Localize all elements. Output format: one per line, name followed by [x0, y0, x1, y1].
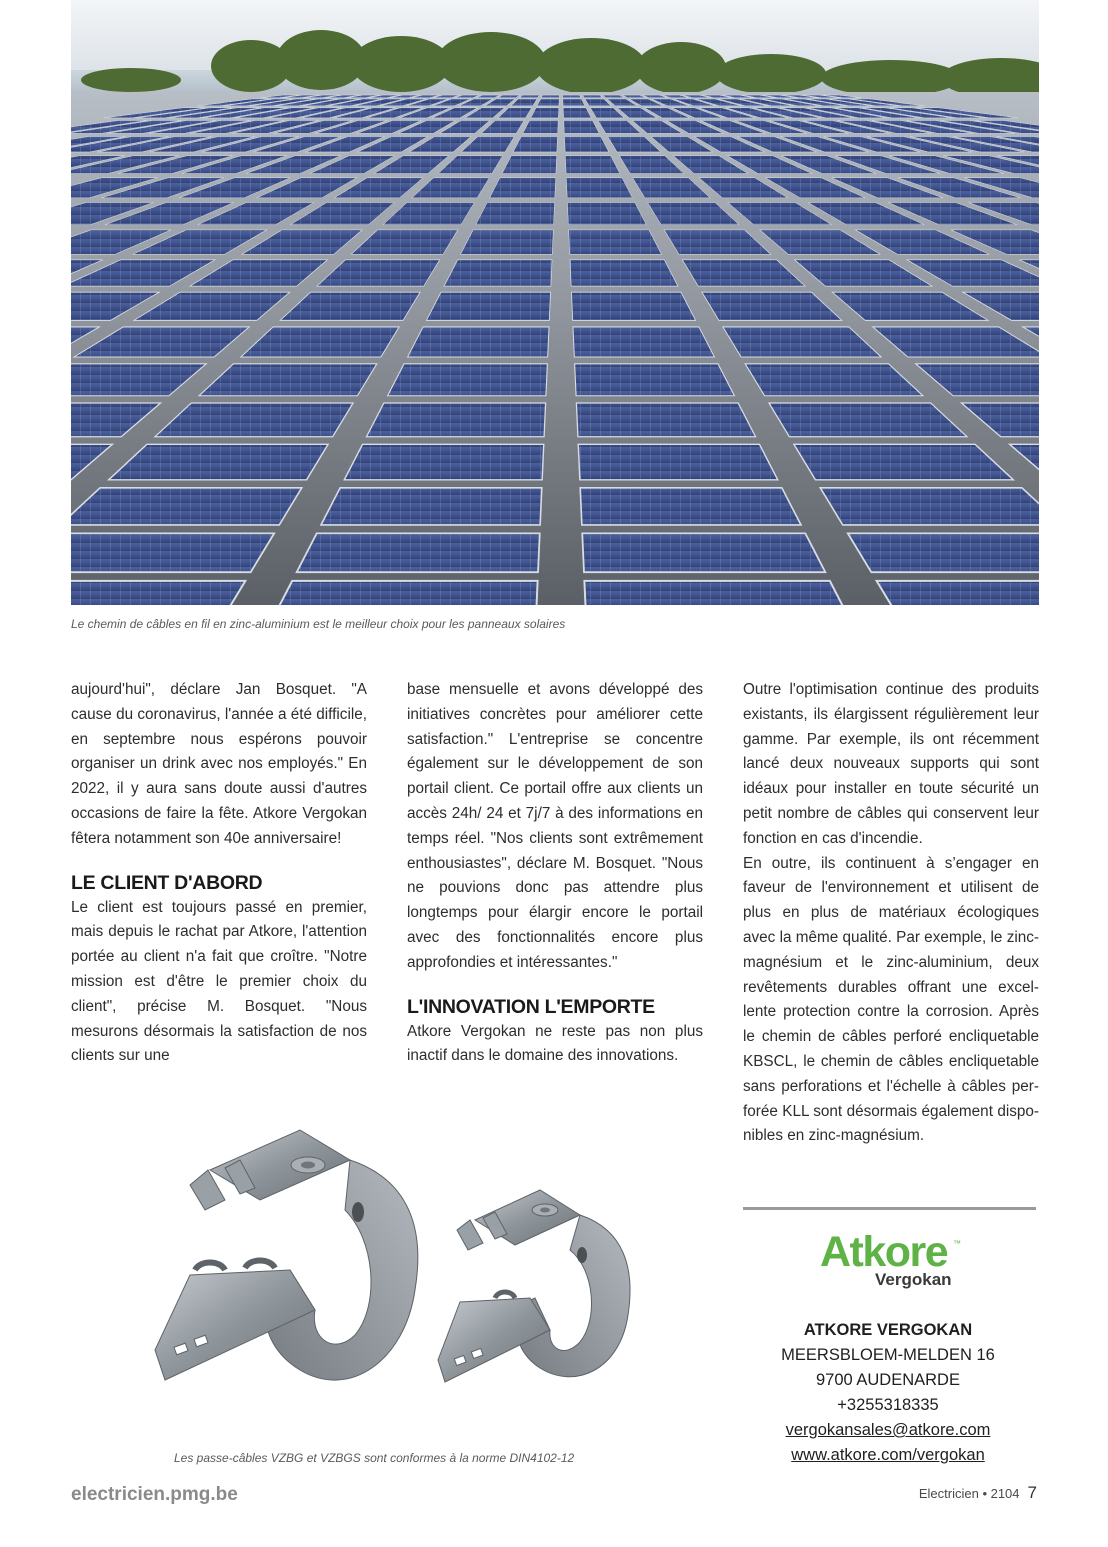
solar-panel [848, 533, 1039, 572]
solar-panel [563, 95, 581, 98]
article-column-2 [407, 678, 703, 1069]
solar-panel [321, 488, 542, 525]
solar-panel [366, 403, 545, 437]
solar-panel [388, 364, 548, 396]
solar-panel [563, 108, 591, 118]
solar-panel [576, 403, 755, 437]
company-phone: +3255318335 [837, 1396, 939, 1414]
logo-subtitle: Vergokan [875, 1270, 952, 1289]
section-heading: L'INNOVATION L'EMPORTE [407, 995, 655, 1018]
solar-panel [513, 137, 557, 152]
solar-panel [297, 533, 540, 572]
solar-panel [531, 108, 559, 118]
company-website-link[interactable]: www.atkore.com/vergokan [791, 1446, 985, 1464]
solar-panel [520, 95, 540, 98]
paragraph: base mensuelle et avons développé des initiatives concrètes pour améliorer cette satisfaction." L'entreprise se concentre également sur le développement de son portail client. Ce portail offre aux clients un accès 24h/ 24 et 7j/7 à des informations en temps réel. "Nos clients sont extrêmement enthousiastes", déclare M. Bosquet. "Nous ne pouvions donc pas attendre plus longtemps pour élargir encore le portail avec des fonctionnalités encore plus approfondies et intéressantes." [407, 681, 703, 971]
article-column-1 [71, 678, 367, 1069]
article-column-3 [743, 678, 1039, 1149]
solar-panel [490, 178, 556, 198]
product-caption: Les passe-câbles VZBG et VZBGS sont conformes à la norme DIN4102-12 [174, 1451, 575, 1465]
solar-panel [794, 444, 1013, 479]
small-clamp [438, 1190, 630, 1382]
solar-panel [573, 327, 714, 357]
footer-site-url[interactable]: electricien.pmg.be [71, 1484, 238, 1505]
solar-panel [877, 581, 1039, 605]
solar-panel [71, 581, 245, 605]
cable-clamp-illustration [150, 1120, 650, 1440]
atkore-vergokan-logo [820, 1230, 970, 1292]
solar-panel [580, 488, 801, 525]
solar-roof-illustration [71, 0, 1039, 605]
company-email-link[interactable]: vergokansales@atkore.com [785, 1421, 991, 1439]
solar-panel [567, 203, 646, 225]
company-name: ATKORE VERGOKAN [803, 1321, 973, 1339]
solar-panel [71, 533, 274, 572]
company-street: MEERSBLOEM-MELDEN 16 [781, 1346, 995, 1364]
solar-panel [582, 533, 825, 572]
divider-line [743, 1207, 1036, 1210]
company-city: 9700 AUDENARDE [816, 1371, 960, 1389]
company-contact [760, 1318, 1016, 1468]
solar-panel [344, 444, 543, 479]
solar-panel [563, 99, 585, 106]
paragraph: aujourd'hui", déclare Jan Bosquet. "A cause du coronavirus, l'année a été difficile, en septembre nous espérons pouvoir organiser un drink avec nos employés." En 2022, il y aura sans doute aussi d'autres occasions de faire la fête. Atkore Vergokan fêtera notamment son 40e anniversaire! [71, 681, 368, 847]
solar-panel [569, 230, 662, 254]
solar-panel [583, 95, 603, 98]
solar-panel [109, 444, 328, 479]
page-number: 7 [1027, 1483, 1037, 1502]
solar-panel [571, 292, 695, 320]
solar-panel [271, 581, 537, 605]
solar-panel [578, 444, 777, 479]
cable-clamps-photo [150, 1120, 650, 1440]
solar-panel [502, 156, 557, 174]
paragraph: En outre, ils continuent à s’engager en faveur de l'environnement et utilisent de plus en plus de matériaux écologiques avec la même qualité. Par exemple, le zinc-magnésium et le zinc-aluminium, deux revêtements durables offrant une excellente protection contre la corrosion. Après le chemin de câbles perforé encliquetable KBSCL, le chemin de câbles encliquetable sans perforations et l'échelle à câbles perforée KLL sont désormais également disponibles en zinc-magnésium. [743, 854, 1039, 1145]
solar-panel [584, 581, 850, 605]
solar-panel [570, 260, 678, 286]
large-clamp [155, 1130, 418, 1380]
solar-panel [426, 292, 550, 320]
solar-panel [566, 178, 632, 198]
solar-panel [461, 230, 554, 254]
photo-caption: Le chemin de câbles en fil en zinc-aluminium est le meilleur choix pour les panneaux solaires [71, 617, 566, 631]
solar-panel [575, 364, 735, 396]
solar-panel [408, 327, 549, 357]
logo-wordmark: Atkore [820, 1228, 948, 1276]
section-heading: LE CLIENT D'ABORD [71, 871, 263, 894]
solar-panel [476, 203, 555, 225]
paragraph: Outre l'optimisation continue des produits existants, ils élargissent régulièrement leur gamme. Par exemple, ils ont récemment lancé deux nouveaux supports qui sont idéaux pour installer en toute sécurité un petit nombre de câbles qui conservent leur fonction en cas d'incendie. [743, 681, 1039, 847]
solar-panels-photo [71, 0, 1039, 605]
paragraph: Le client est toujours passé en premier, mais depuis le rachat par Atkore, l'attention portée au client n'a fait que croître. "Notre mission est d'être le premier choix du client", précise M. Bosquet. "Nous mesurons désormais la satisfaction de nos clients sur une [71, 898, 367, 1065]
solar-panel [444, 260, 552, 286]
trademark-symbol: ™ [953, 1239, 961, 1248]
solar-panel [565, 156, 620, 174]
issue-label: Electricien • 2104 [918, 1486, 1020, 1501]
paragraph: Atkore Vergokan ne reste pas non plus inactif dans le domaine des innovations. [407, 1022, 703, 1065]
footer-issue [919, 1483, 1037, 1503]
solar-panel [71, 488, 302, 525]
solar-panel [820, 488, 1039, 525]
solar-panel [537, 99, 559, 106]
solar-panel [564, 137, 608, 152]
solar-panel [541, 95, 559, 98]
